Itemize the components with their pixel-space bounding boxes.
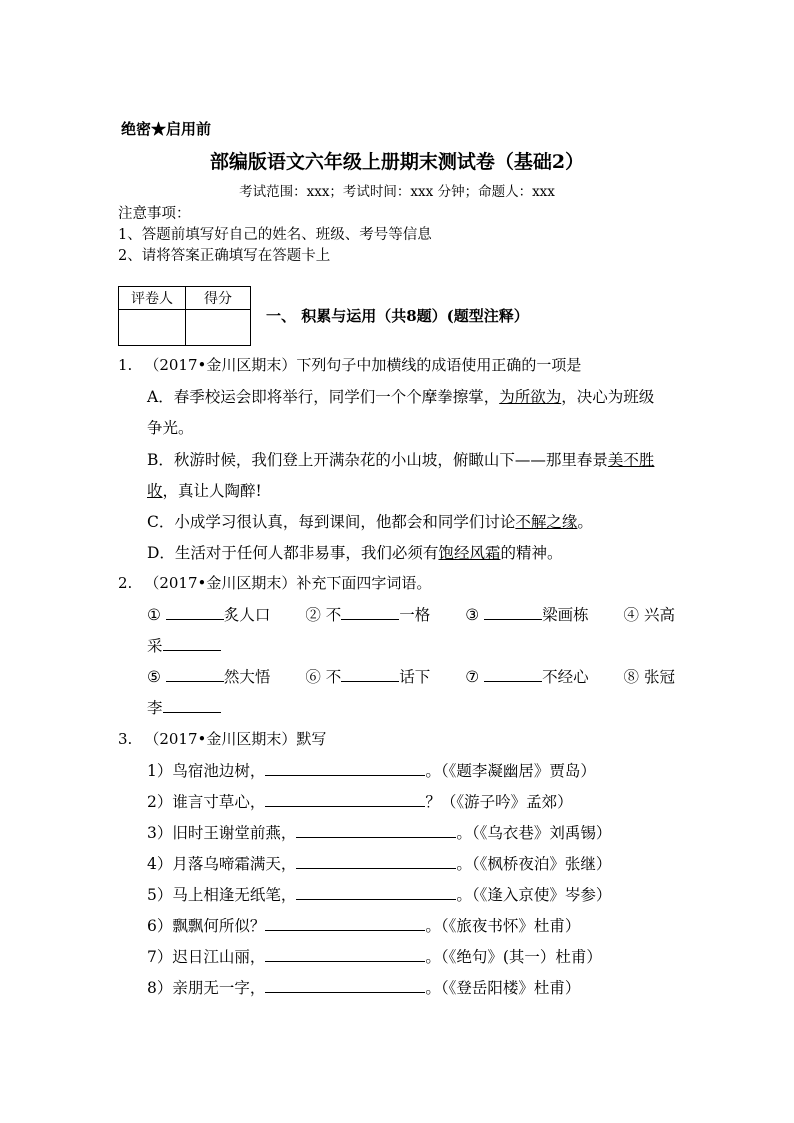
notice-heading: 注意事项： [118, 206, 191, 222]
option-text: ，真让人陶醉! [162, 482, 262, 500]
blank-field[interactable] [166, 605, 224, 620]
option-text: A．春季校运会即将举行，同学们一个个摩拳擦掌， [147, 388, 500, 406]
idiom-row-1-continued: 采 [147, 634, 221, 656]
page-title: 部编版语文六年级上册期末测试卷（基础2） [209, 151, 585, 173]
option-text: D．生活对于任何人都非易事，我们必须有 [147, 544, 439, 562]
blank-field[interactable] [265, 761, 425, 776]
blank-field[interactable] [341, 667, 399, 682]
option-b-continued [147, 479, 262, 501]
blank-field[interactable] [166, 667, 224, 682]
blank-field[interactable] [265, 947, 425, 962]
recite-line: 7）迟日江山丽， 。（《绝句》(其一）杜甫） [147, 948, 602, 966]
idiom-item: ④ 兴高 [623, 606, 675, 624]
section-title: 一、 积累与运用（共8题）(题型注释） [266, 307, 529, 325]
score-table [118, 286, 251, 346]
option-text: C．小成学习很认真，每到课间，他都会和同学们讨论 [147, 513, 516, 531]
question-stem: （2017•金川区期末）补充下面四字词语。 [144, 574, 432, 592]
blank-field[interactable] [265, 978, 425, 993]
underlined-idiom: 饱经风霜 [438, 544, 501, 562]
blank-field[interactable] [163, 636, 221, 651]
score-table-header-grader: 评卷人 [119, 287, 186, 310]
recite-line: 3）旧时王谢堂前燕， 。（《乌衣巷》刘禹锡） [147, 824, 612, 842]
idiom-item: ⑤ 然大悟 [147, 668, 271, 686]
idiom-item: ⑧ 张冠 [623, 668, 675, 686]
blank-field[interactable] [341, 605, 399, 620]
option-text: ，决心为班级 [561, 388, 655, 406]
question-number: 3. [118, 730, 133, 748]
idiom-item: ② 不 一格 [305, 606, 431, 624]
idiom-item: ⑦ 不经心 [465, 668, 589, 686]
blank-field[interactable] [265, 916, 425, 931]
notice-item: 1、答题前填写好自己的姓名、班级、考号等信息 [118, 227, 432, 243]
idiom-row-1 [147, 603, 675, 625]
option-a-continued: 争光。 [147, 419, 194, 437]
notice-item: 2、请将答案正确填写在答题卡上 [118, 248, 331, 264]
option-text: B．秋游时候，我们登上开满杂花的小山坡，俯瞰山下——那里春景 [147, 451, 608, 469]
question-1 [118, 354, 581, 375]
question-2 [118, 572, 431, 593]
underlined-idiom: 收 [147, 482, 163, 500]
idiom-item: ① 炙人口 [147, 606, 271, 624]
underlined-idiom: 为所欲为 [499, 388, 562, 406]
recite-line: 4）月落乌啼霜满天， 。（《枫桥夜泊》张继） [147, 855, 612, 873]
option-text: 的精神。 [500, 544, 563, 562]
recite-line: 1）鸟宿池边树， 。（《题李凝幽居》贾岛） [147, 762, 596, 780]
recite-line: 2）谁言寸草心， ？（《游子吟》孟郊） [147, 793, 573, 811]
option-text: 。 [577, 513, 593, 531]
idiom-item: ⑥ 不 话下 [305, 668, 431, 686]
recite-line: 5）马上相逢无纸笔， 。（《逢入京使》岑参） [147, 886, 612, 904]
blank-field[interactable] [163, 698, 221, 713]
option-a[interactable] [147, 385, 654, 407]
question-number: 2. [118, 574, 133, 592]
recite-line: 6）飘飘何所似？ 。（《旅夜书怀》杜甫） [147, 917, 581, 935]
underlined-idiom: 美不胜 [607, 451, 655, 469]
option-c[interactable] [147, 510, 593, 532]
question-number: 1. [118, 356, 133, 374]
grader-cell[interactable] [119, 310, 186, 346]
blank-field[interactable] [265, 792, 425, 807]
blank-field[interactable] [484, 605, 542, 620]
question-stem: （2017•金川区期末）默写 [144, 730, 327, 748]
score-cell[interactable] [186, 310, 251, 346]
score-table-header-score: 得分 [186, 287, 251, 310]
blank-field[interactable] [484, 667, 542, 682]
blank-field[interactable] [296, 885, 456, 900]
idiom-row-2 [147, 665, 675, 687]
secret-label: 绝密★启用前 [121, 120, 212, 138]
idiom-item: ③ 梁画栋 [465, 606, 589, 624]
underlined-idiom: 不解之缘 [515, 513, 578, 531]
idiom-row-2-continued: 李 [147, 696, 221, 718]
blank-field[interactable] [296, 854, 456, 869]
exam-info: 考试范围：xxx；考试时间：xxx 分钟；命题人：xxx [239, 184, 555, 200]
recite-line: 8）亲朋无一字， 。（《登岳阳楼》杜甫） [147, 979, 581, 997]
option-d[interactable] [147, 541, 562, 563]
option-b[interactable] [147, 448, 654, 470]
question-stem: （2017•金川区期末）下列句子中加横线的成语使用正确的一项是 [144, 356, 582, 374]
blank-field[interactable] [296, 823, 456, 838]
question-3 [118, 728, 326, 749]
